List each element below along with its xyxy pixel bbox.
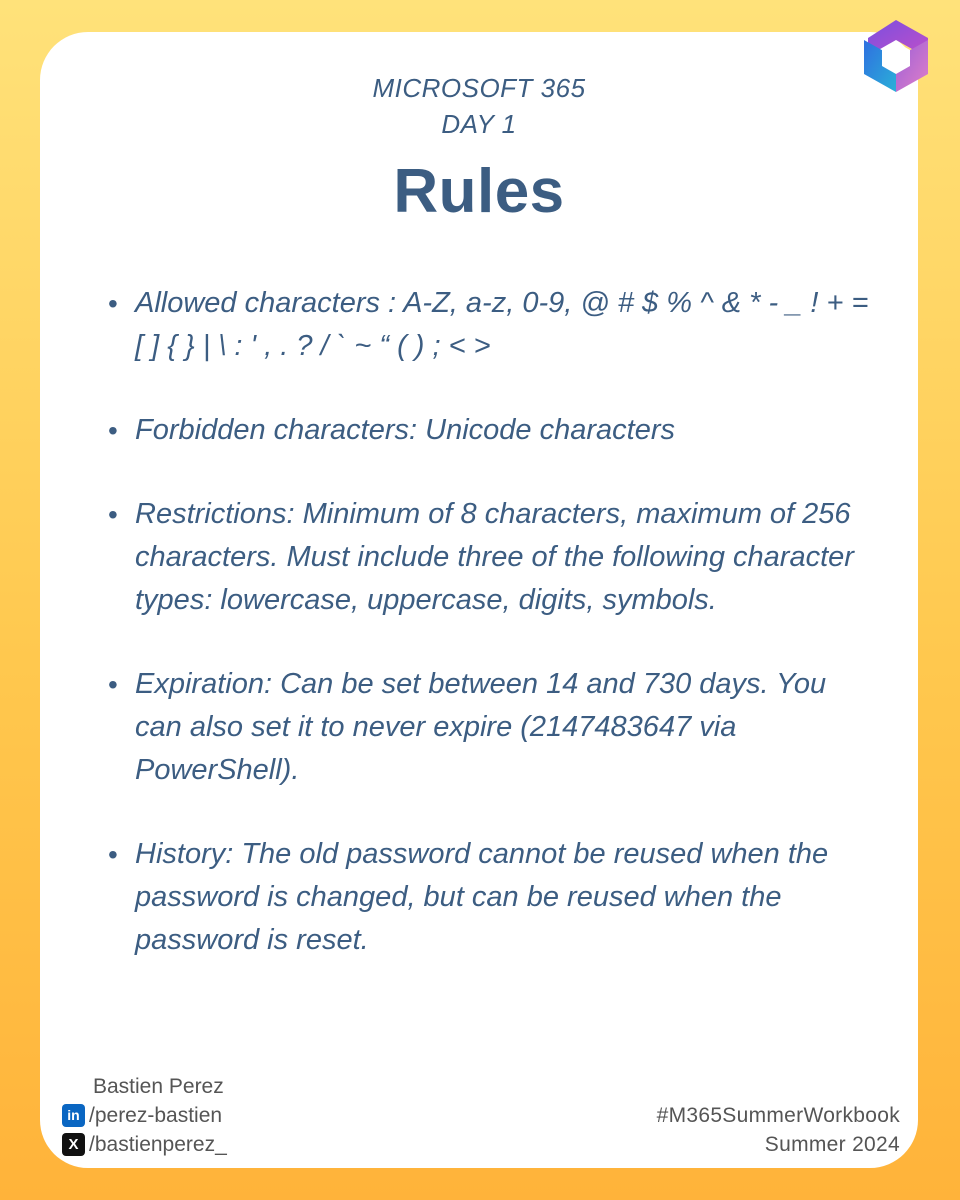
header [40,70,918,142]
bullet-icon: • [108,669,118,700]
rule-text: History: The old password cannot be reused when the password is changed, but can be reused when the password is reset. [135,838,829,956]
content-card [40,32,918,1168]
kicker-line-1: MICROSOFT 365 [372,73,586,103]
rule-text: Forbidden characters: Unicode characters [135,414,675,446]
linkedin-link[interactable] [62,1101,227,1130]
linkedin-handle: /perez-bastien [89,1104,223,1127]
page-title: Rules [393,157,565,226]
bullet-icon: • [108,499,118,530]
bullet-icon: • [108,839,118,870]
microsoft-365-logo-icon [860,18,932,94]
rules-list [108,282,878,1003]
bullet-icon: • [108,288,118,319]
bullet-icon: • [108,415,118,446]
kicker-line-2: DAY 1 [441,109,517,139]
rule-text: Expiration: Can be set between 14 and 730 days. You can also set it to never expire (2147483647 via PowerShell). [135,668,827,786]
x-icon: X [62,1133,85,1156]
linkedin-icon: in [62,1104,85,1127]
season-label: Summer 2024 [764,1133,900,1156]
x-handle: /bastienperez_ [89,1133,227,1156]
author-block [62,1072,227,1159]
rule-history [108,833,878,962]
rule-expiration [108,663,878,792]
rule-forbidden-characters [108,409,878,452]
rule-restrictions [108,493,878,622]
rule-allowed-characters [108,282,878,368]
campaign-block [657,1101,900,1159]
hashtag: #M365SummerWorkbook [656,1104,900,1127]
x-link[interactable] [62,1130,227,1159]
author-name: Bastien Perez [93,1075,224,1098]
rule-text: Restrictions: Minimum of 8 characters, maximum of 256 characters. Must include three of the following character types: lowercase, uppercase, digits, symbols. [135,498,854,616]
rule-text: Allowed characters : A-Z, a-z, 0-9, @ # $ % ^ & * - _ ! + = [ ] { } | \ : ' , . ? / ` ~ “ ( ) ; < > [135,287,869,362]
